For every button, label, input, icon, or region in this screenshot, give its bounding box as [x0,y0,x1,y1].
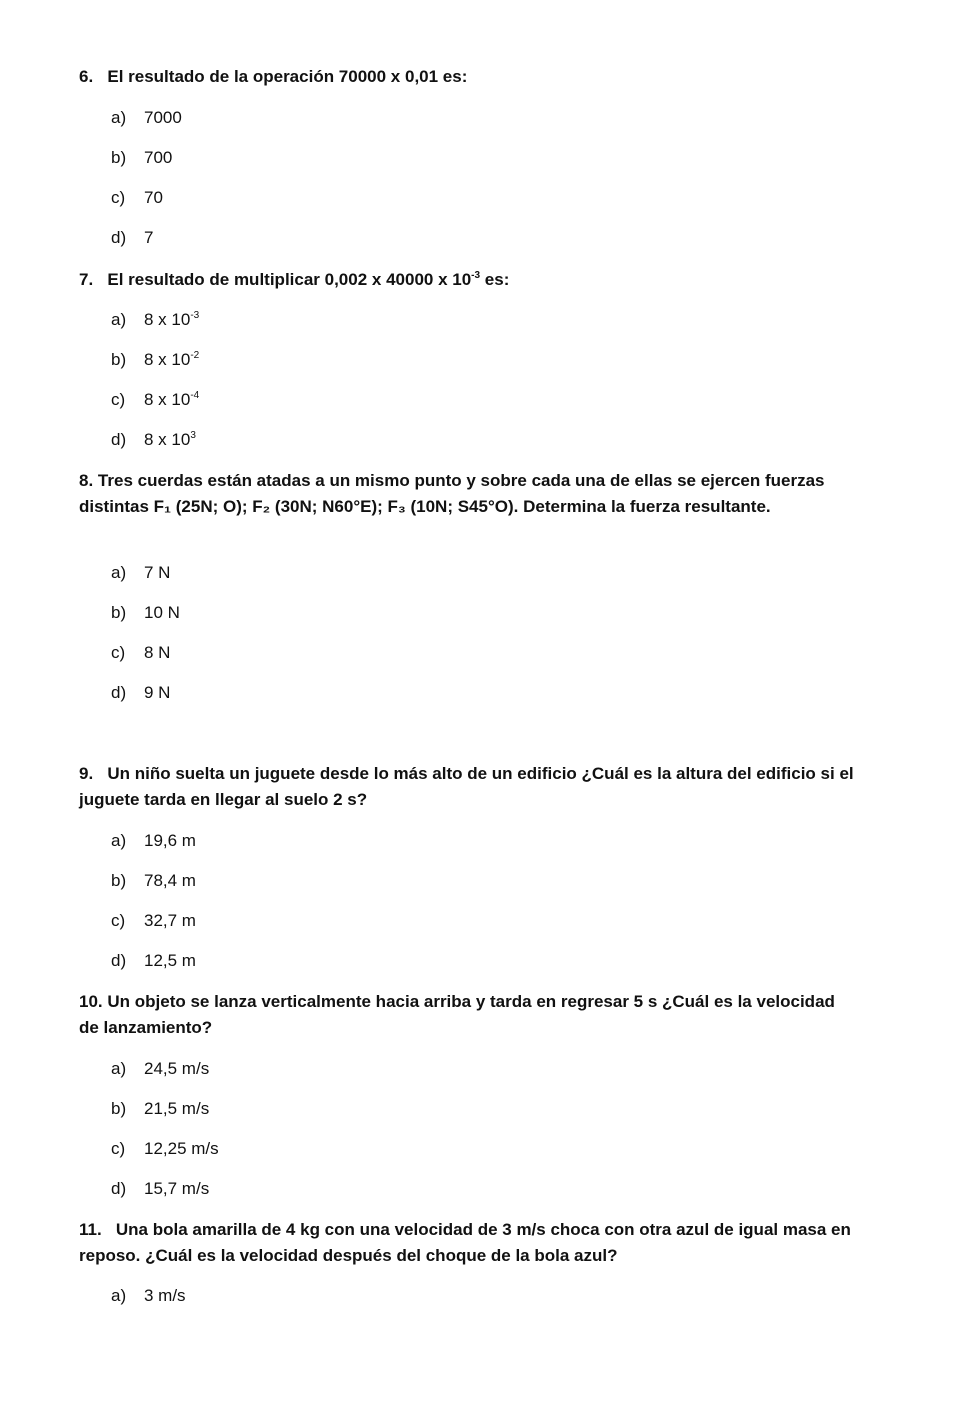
question-number: 11. [79,1220,102,1239]
option-exponent: -4 [190,390,200,401]
option-letter: d) [111,228,127,247]
option-text: 10 N [144,603,180,622]
option-8d [111,682,170,704]
option-base: 8 x 10 [144,350,191,369]
option-text: 12,5 m [144,951,196,970]
option-letter: a) [111,831,127,850]
option-exponent: -3 [190,310,200,321]
option-letter: b) [111,148,127,167]
option-text: 7 N [144,563,171,582]
question-9 [79,761,859,813]
option-letter: d) [111,683,127,702]
option-letter: b) [111,871,127,890]
question-text: Tres cuerdas están atadas a un mismo punto y sobre cada una de ellas se ejercen fuerzas distintas F₁ (25N; O); F₂ (30N; N60°E); F₃ (10N; S45°O). Determina la fuerza resultante. [79,471,825,516]
option-text: 700 [144,148,173,167]
option-text: 7 [144,228,154,247]
question-number: 9. [79,764,94,783]
option-9c [111,910,196,932]
option-text: 78,4 m [144,871,196,890]
question-number: 7. [79,270,94,289]
question-10 [79,989,859,1041]
question-text: Un niño suelta un juguete desde lo más alto de un edificio ¿Cuál es la altura del edificio si el juguete tarda en llegar al suelo 2 s? [79,764,854,809]
question-text: El resultado de la operación 70000 x 0,01 es: [107,67,468,86]
question-text: El resultado de multiplicar 0,002 x 40000 x 10 [107,270,472,289]
option-letter: c) [111,1139,126,1158]
option-letter: d) [111,430,127,449]
option-6c [111,187,163,209]
option-letter: a) [111,563,127,582]
option-text: 9 N [144,683,171,702]
option-8b [111,602,180,624]
option-8c [111,642,170,664]
option-letter: c) [111,643,126,662]
option-text: 8 N [144,643,171,662]
option-9b [111,870,196,892]
option-letter: b) [111,1099,127,1118]
option-text: 15,7 m/s [144,1179,210,1198]
question-exponent: -3 [471,270,481,281]
option-9d [111,950,196,972]
question-text-end: es: [480,270,510,289]
option-text: 70 [144,188,163,207]
question-11 [79,1217,859,1269]
option-text: 32,7 m [144,911,196,930]
option-8a [111,562,170,584]
option-text: 12,25 m/s [144,1139,219,1158]
option-letter: b) [111,603,127,622]
option-text: 19,6 m [144,831,196,850]
option-11a [111,1285,186,1307]
question-6 [79,64,859,90]
question-number: 6. [79,67,94,86]
question-text: Una bola amarilla de 4 kg con una velocidad de 3 m/s choca con otra azul de igual masa en reposo. ¿Cuál es la velocidad después del choque de la bola azul? [79,1220,851,1265]
option-exponent: -2 [190,350,200,361]
option-text: 21,5 m/s [144,1099,210,1118]
option-exponent: 3 [190,430,196,441]
option-6a [111,107,182,129]
option-base: 8 x 10 [144,310,191,329]
option-7b [111,349,199,371]
option-letter: a) [111,1059,127,1078]
option-base: 8 x 10 [144,390,191,409]
option-10c [111,1138,219,1160]
option-6b [111,147,172,169]
option-10d [111,1178,209,1200]
option-letter: d) [111,951,127,970]
question-number: 10. [79,992,103,1011]
option-letter: a) [111,310,127,329]
option-7a [111,309,199,331]
question-8 [79,468,859,520]
option-7d [111,429,196,451]
option-letter: c) [111,390,126,409]
option-10b [111,1098,209,1120]
option-letter: d) [111,1179,127,1198]
option-6d [111,227,153,249]
option-letter: b) [111,350,127,369]
option-letter: c) [111,911,126,930]
option-text: 7000 [144,108,182,127]
option-letter: c) [111,188,126,207]
option-7c [111,389,199,411]
question-number: 8. [79,471,94,490]
question-7 [79,267,859,293]
option-text: 24,5 m/s [144,1059,210,1078]
option-letter: a) [111,1286,127,1305]
option-9a [111,830,196,852]
option-letter: a) [111,108,127,127]
option-base: 8 x 10 [144,430,191,449]
option-10a [111,1058,209,1080]
question-text: Un objeto se lanza verticalmente hacia arriba y tarda en regresar 5 s ¿Cuál es la velocidad de lanzamiento? [79,992,835,1037]
option-text: 3 m/s [144,1286,186,1305]
